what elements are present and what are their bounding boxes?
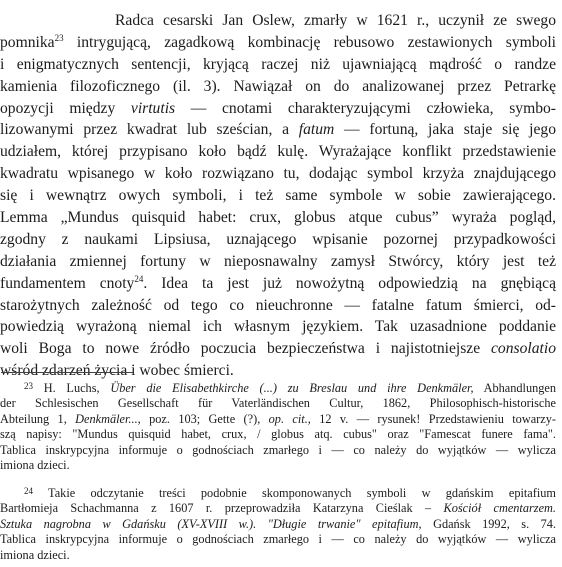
footnote-separator [1, 372, 133, 373]
text-line [0, 396, 556, 411]
text-run: zgodny z naukami Lipsiusa, uznającego wpisanie pozornej przypadkowości [0, 230, 556, 248]
text-line [0, 251, 556, 273]
text-run: der Schlesischen Gesellschaft für Vaterländischen Cultur, 1862, Philosophisch-historische [0, 396, 556, 411]
text-line [0, 163, 556, 185]
text-run: Lemma „Mundus quisquid habet: crux, globus atque cubus” wyraża pogląd, [0, 209, 556, 227]
text-run: poz. 103; Gette (?), [140, 411, 269, 426]
text-line [0, 381, 556, 396]
italic-text: fatum [298, 121, 335, 139]
text-run: — cnotami charakteryzującymi człowieka, symbo- [175, 99, 557, 117]
text-run: . Idea ta jest już nowożytną odpowiedzią na gnębiącą [143, 274, 556, 292]
footnote-reference: 24 [134, 273, 144, 284]
text-line [0, 517, 556, 532]
text-line [0, 32, 556, 54]
text-run: Tablica inskrypcyjna informuje o godnościach zmarłego i — co należy do wyjątków — wylicza [0, 442, 556, 457]
text-run: imiona dzieci. [0, 457, 70, 472]
text-run: Gdańsk 1992, s. 74. [421, 516, 556, 531]
text-line [0, 207, 556, 229]
text-run: 12 v. — rysunek! Przedstawieniu towarzy- [310, 411, 556, 426]
text-line [0, 273, 556, 295]
italic-text: virtutis [130, 99, 176, 117]
text-run: działania zmiennej fortuny w nieposnawalny zamysł Stwórcy, który jest też [0, 252, 556, 270]
text-run: pomnika [0, 33, 55, 51]
text-run: — fortuną, jaka staje się jego [334, 121, 556, 139]
text-run: Tablica inskrypcyjna informuje o godnościach zmarłego i — co należy do wyjątków — wylicza [0, 532, 556, 547]
text-line [0, 119, 556, 141]
italic-text: Über die Elisabethkirche (...) zu Breslau und ihre Denkmäler, [110, 381, 474, 395]
footnote-reference: 23 [54, 32, 64, 43]
text-run: opozycji między [0, 99, 131, 117]
text-line [0, 458, 556, 473]
text-line [0, 185, 556, 207]
italic-text: op. cit., [268, 411, 311, 426]
footnote-number: 24 [24, 486, 33, 496]
text-run: się i wewnątrz owych symboli, i też same symbole w sobie zawierającego. [0, 187, 556, 205]
italic-text: Sztuka nagrobna w Gdańsku (XV-XVIII w.). "Długie trwanie" epitafium, [0, 516, 422, 531]
text-run: fundamentem cnoty [0, 274, 135, 292]
text-run: szą napisy: "Mundus quisquid habet, crux, / globus atq. cubus" oraz "Famescat funere fama". [0, 427, 556, 442]
text-line [0, 295, 556, 317]
text-run: woli Boga to nowe źródło poczucia bezpieczeństwa i najistotniejsze [0, 340, 492, 358]
text-run: Abhandlungen [473, 381, 556, 395]
text-line [0, 548, 556, 563]
text-line [0, 141, 556, 163]
text-line [0, 316, 556, 338]
text-run: wśród zdarzeń życia i wobec śmierci. [0, 362, 234, 380]
text-line [0, 54, 556, 76]
text-run: imiona dzieci. [0, 547, 70, 562]
text-line [0, 427, 556, 442]
text-line [0, 412, 556, 427]
text-run: Takie odczytanie treści podobnie skomponowanych symboli w gdańskim epitafium [33, 486, 556, 500]
footnote-number: 23 [24, 381, 33, 391]
text-run: i enigmatycznych sentencji, kryjącą raczej niż ujawniającą mądrość o randze [0, 55, 556, 73]
text-run: starożytnych zależność od tego co nieuchronne — fatalne fatum śmierci, od- [0, 296, 556, 314]
text-run: udziałem, której przypisano koło bądź kulę. Wyrażające konflikt przedstawienie [0, 143, 556, 161]
main-text [0, 10, 556, 382]
text-line [0, 486, 556, 501]
text-line [0, 98, 556, 120]
text-run: powiedzią wyrażoną niemal ich własnym językiem. Tak uzasadnione poddanie [0, 318, 556, 336]
text-line [0, 10, 556, 32]
text-line [0, 532, 556, 547]
italic-text: consolatio [491, 340, 556, 358]
footnote-23 [0, 381, 556, 473]
italic-text: Kościół cmentarzem. [443, 501, 556, 516]
text-run: Radca cesarski Jan Oslew, zmarły w 1621 r., uczynił ze swego [115, 12, 556, 29]
text-run: H. Luchs, [33, 381, 111, 395]
italic-text: Denkmäler..., [75, 411, 141, 426]
text-run: kwadratu wpisanego w koło rozwiązano tu, dodając symbol krzyża znajdującego [0, 165, 556, 183]
text-run: kamienia filozoficznego (il. 3). Nawiązał on do analizowanej przez Petrarkę [0, 77, 556, 95]
text-line [0, 338, 556, 360]
text-run: lizowanymi przez kwadrat lub sześcian, a [0, 121, 299, 139]
text-run: intrygującą, zagadkową kombinację rebusowo zestawionych symboli [63, 33, 556, 51]
text-line [0, 229, 556, 251]
text-line [0, 501, 556, 516]
text-run: Abteilung 1, [0, 411, 76, 426]
text-line [0, 76, 556, 98]
text-line [0, 443, 556, 458]
footnote-24 [0, 486, 556, 563]
text-run: Bartłomieja Schachmanna z 1607 r. przeprowadziła Katarzyna Cieślak – [0, 501, 444, 516]
